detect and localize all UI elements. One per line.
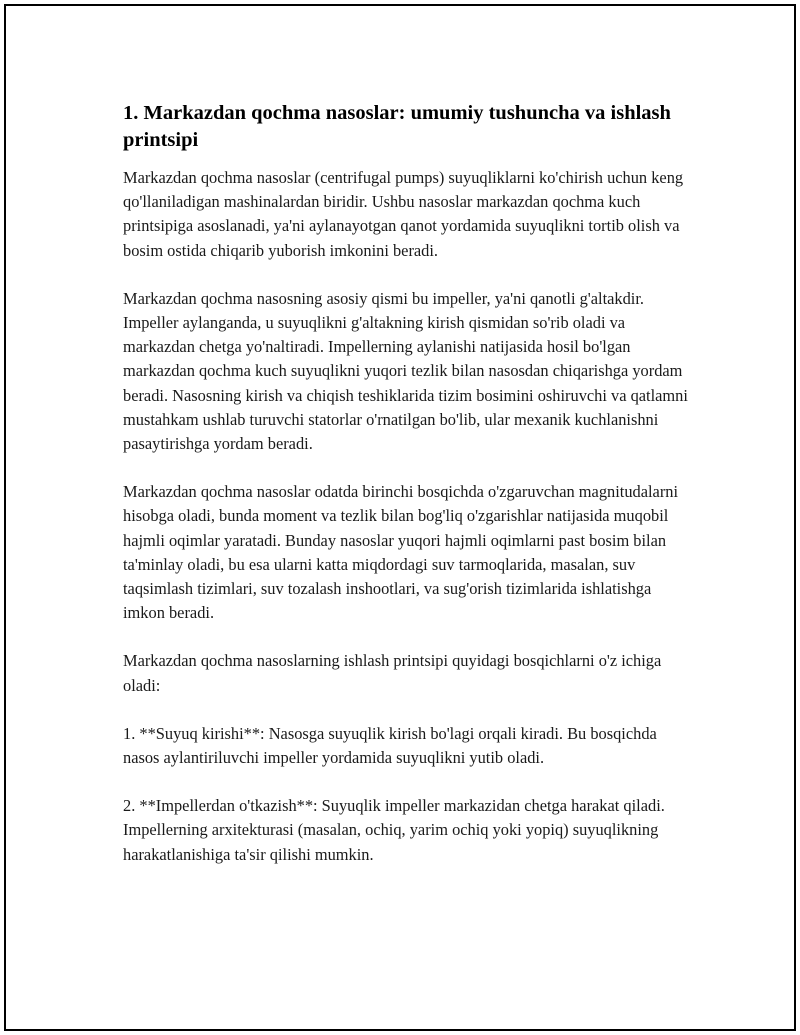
paragraph-intro: Markazdan qochma nasoslar (centrifugal pumps) suyuqliklarni ko'chirish uchun keng qo'llaniladigan mashinalardan biridir. Ushbu nasoslar markazdan qochma kuch printsipiga asoslanadi, ya'ni aylanayotgan qanot yordamida suyuqlikni tortib olish va bosim ostida chiqarib yuborish imkonini beradi. <box>123 168 684 260</box>
paragraph-impeller: Markazdan qochma nasosning asosiy qismi bu impeller, ya'ni qanotli g'altakdir. Impeller aylanganda, u suyuqlikni g'altakning kirish qismidan so'rib oladi va markazdan chetga yo'naltiradi. Impellerning aylanishi natijasida hosil bo'lgan markazdan qochma kuch suyuqlikni yuqori tezlik bilan nasosdan chiqarishga yordam beradi. Nasosning kirish va chiqish teshiklarida tizim bosimini oshiruvchi va qatlamni mustahkam ushlab turuvchi statorlar o'rnatilgan bo'lib, ular mexanik kuchlanishni pasaytirishga yordam beradi. <box>123 288 688 454</box>
section-title: 1. Markazdan qochma nasoslar: umumiy tushuncha va ishlash printsipi <box>123 102 671 151</box>
page-frame <box>4 4 796 1031</box>
paragraph-flow-characteristics: Markazdan qochma nasoslar odatda birinchi bosqichda o'zgaruvchan magnitudalarni hisobga oladi, bunda moment va tezlik bilan bog'liq o'zgarishlar natijasida muqobil hajmli oqimlar yaratadi. Bunday nasoslar yuqori hajmli oqimlarni past bosim bilan ta'minlay oladi, bu esa ularni katta miqdordagi suv tarmoqlarida, masalan, suv taqsimlash tizimlari, suv tozalash inshootlari, va sug'orish tizimlarida ishlatishga imkon beradi. <box>123 482 679 623</box>
document-body <box>123 100 693 891</box>
paragraph-stage-1: 1. **Suyuq kirishi**: Nasosga suyuqlik kirish bo'lagi orqali kiradi. Bu bosqichda nasos aylantiriluvchi impeller yordamida suyuqlikni yutib oladi. <box>123 723 657 768</box>
paragraph-stages-intro: Markazdan qochma nasoslarning ishlash printsipi quyidagi bosqichlarni o'z ichiga oladi: <box>123 651 662 695</box>
paragraph-stage-2: 2. **Impellerdan o'tkazish**: Suyuqlik impeller markazidan chetga harakat qiladi. Impellerning arxitekturasi (masalan, ochiq, yarim ochiq yoki yopiq) suyuqlikning harakatlanishiga ta'sir qilishi mumkin. <box>123 796 665 864</box>
